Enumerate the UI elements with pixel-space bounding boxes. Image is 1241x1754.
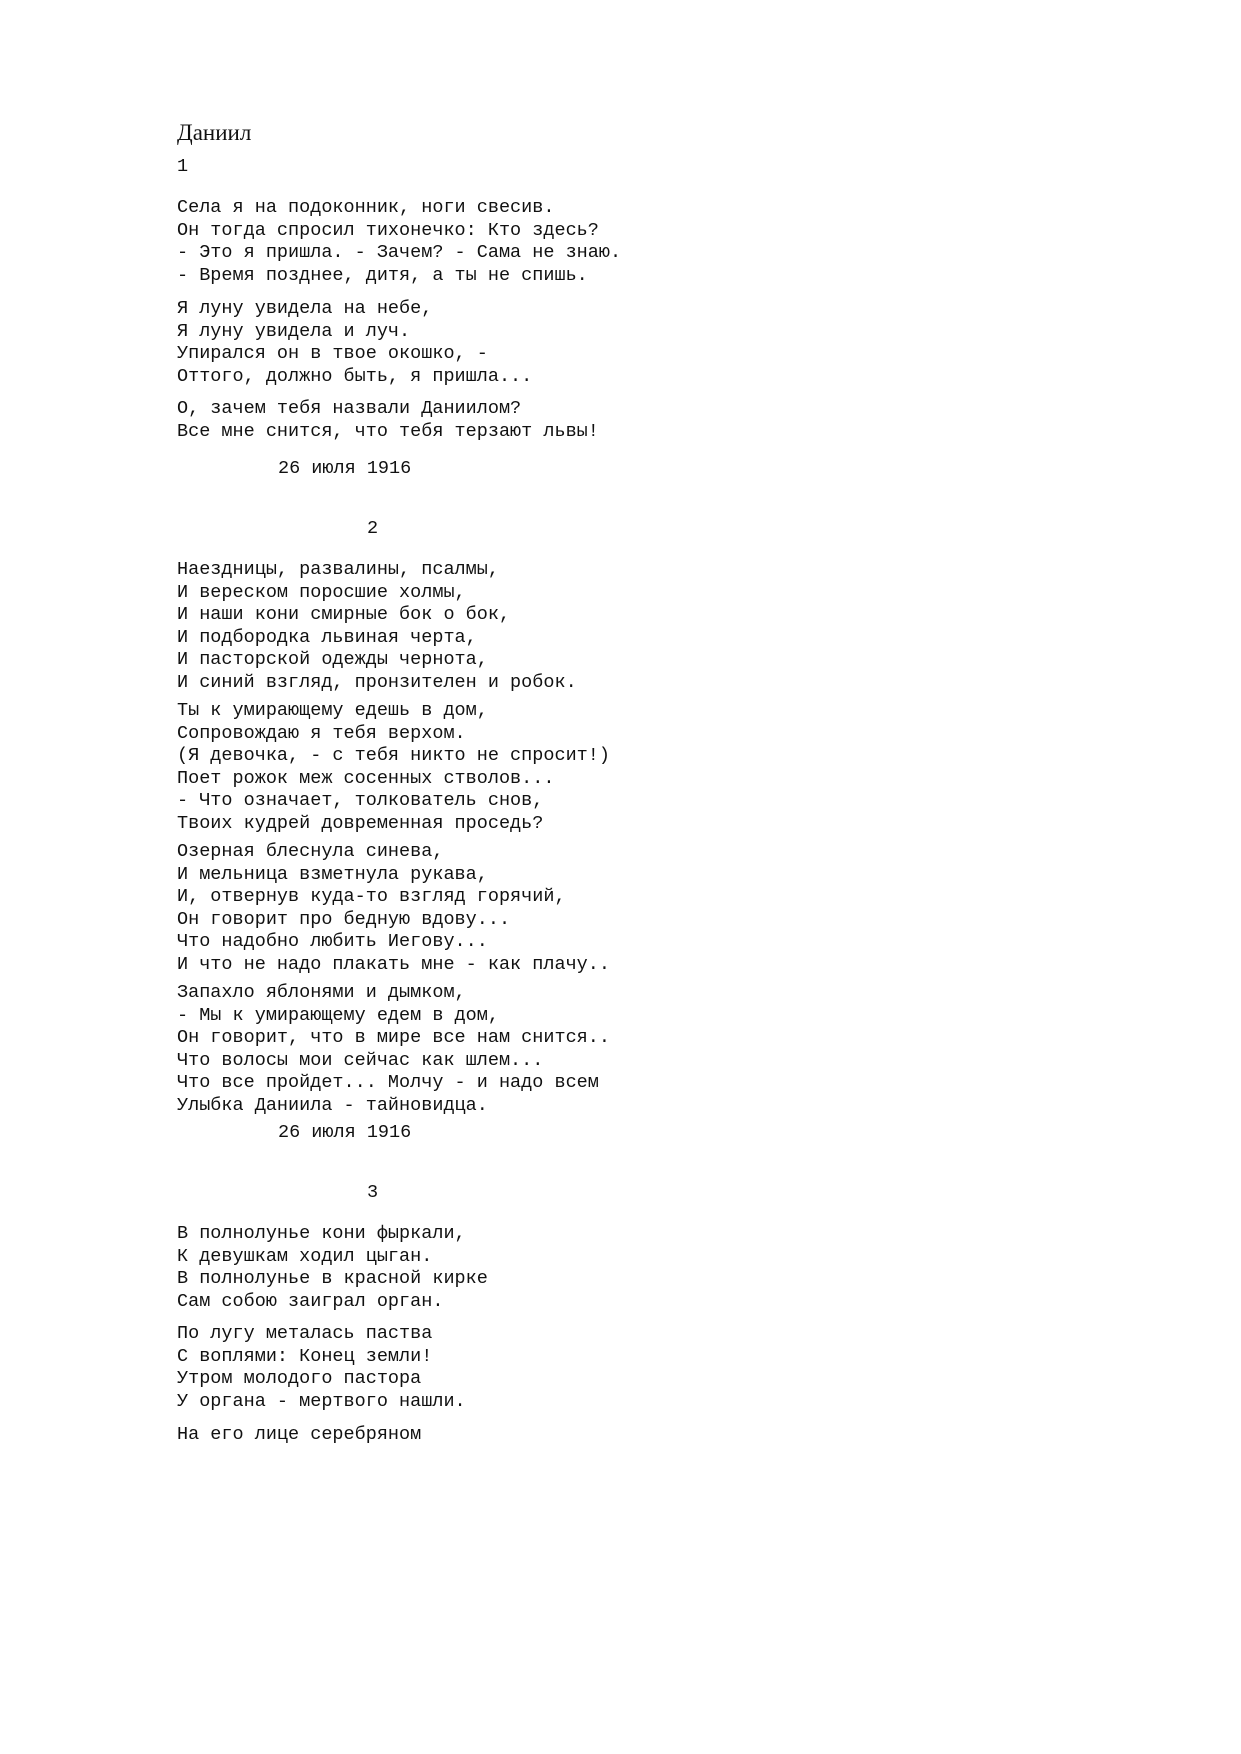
part-1-stanza-3: О, зачем тебя назвали Даниилом? Все мне снится, что тебя терзают львы! [177, 398, 599, 442]
document-title: Даниил [177, 120, 252, 145]
part-2-stanza-1: Наездницы, развалины, псалмы, И вереском поросшие холмы, И наши кони смирные бок о бок, И подбородка львиная черта, И пасторской одежды чернота, И синий взгляд, пронзителен и робок. [177, 559, 577, 693]
part-3-stanza-1: В полнолунье кони фыркали, К девушкам ходил цыган. В полнолунье в красной кирке Сам собою заиграл орган. [177, 1223, 488, 1312]
part-2-stanza-4: Запахло яблонями и дымком, - Мы к умирающему едем в дом, Он говорит, что в мире все нам снится.. Что волосы мои сейчас как шлем... Что все пройдет... Молчу - и надо всем Улыбка Даниила - тайновидца. [177, 982, 610, 1116]
part-2-stanza-2: Ты к умирающему едешь в дом, Сопровождаю я тебя верхом. (Я девочка, - с тебя никто не спросит!) Поет рожок меж сосенных стволов... - Что означает, толкователь снов, Твоих кудрей довременная проседь? [177, 700, 610, 834]
part-3-stanza-2: По лугу металась паства С воплями: Конец земли! Утром молодого пастора У органа - мертвого нашли. [177, 1323, 466, 1412]
part-2-stanza-3: Озерная блеснула синева, И мельница взметнула рукава, И, отвернув куда-то взгляд горячий, Он говорит про бедную вдову... Что надобно любить Иегову... И что не надо плакать мне - как плачу.. [177, 841, 610, 975]
part-2-number: 2 [367, 518, 379, 539]
part-1-date: 26 июля 1916 [278, 458, 412, 479]
part-1-stanza-2: Я луну увидела на небе, Я луну увидела и луч. Упирался он в твое окошко, - Оттого, должно быть, я пришла... [177, 298, 533, 387]
part-2-date: 26 июля 1916 [278, 1122, 412, 1143]
part-1-stanza-1: Села я на подоконник, ноги свесив. Он тогда спросил тихонечко: Кто здесь? - Это я пришла. - Зачем? - Сама не знаю. - Время позднее, дитя, а ты не спишь. [177, 197, 622, 286]
part-3-number: 3 [367, 1182, 379, 1203]
part-3-stanza-3: На его лице серебряном [177, 1424, 422, 1445]
part-1-number: 1 [177, 156, 189, 177]
